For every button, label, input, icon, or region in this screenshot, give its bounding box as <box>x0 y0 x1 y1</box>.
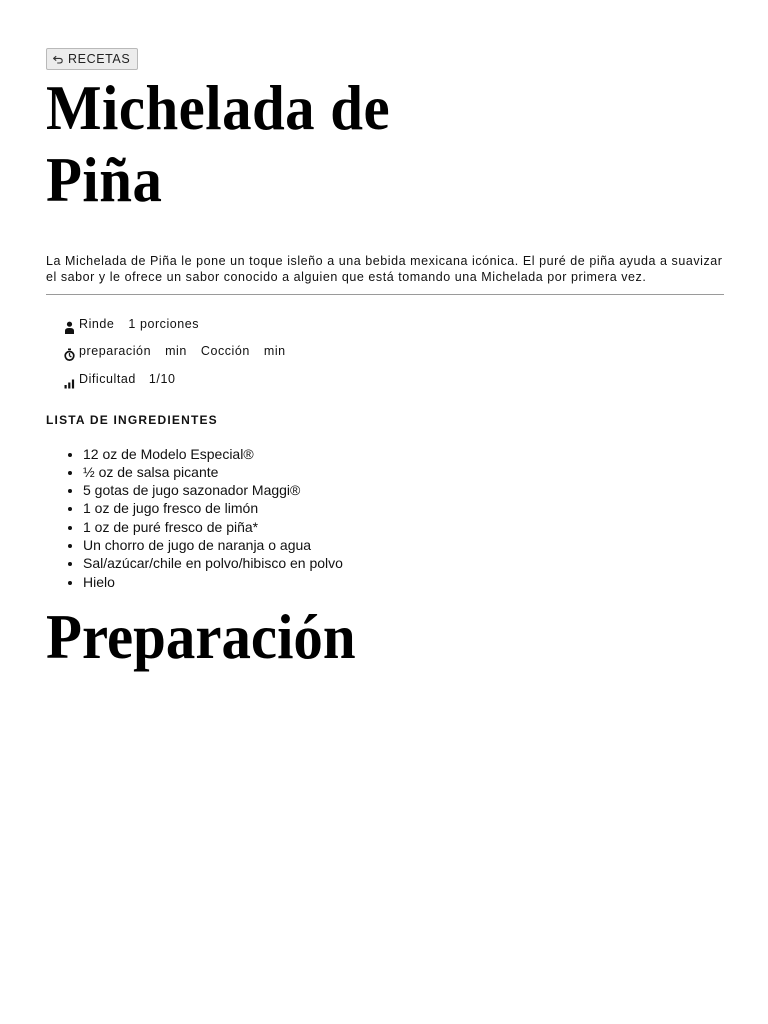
ingredient-item: • 1 oz de jugo fresco de limón <box>83 499 724 517</box>
cook-time-label: Cocción <box>200 344 250 359</box>
ingredient-item: • Hielo <box>83 573 724 591</box>
timer-icon <box>63 347 75 361</box>
time-row <box>63 338 724 366</box>
ingredient-item: • 12 oz de Modelo Especial® <box>83 445 724 463</box>
servings-label: Rinde <box>79 316 115 331</box>
recipe-page <box>46 48 724 673</box>
ingredient-item: • 5 gotas de jugo sazonador Maggi® <box>83 481 724 499</box>
recipe-title <box>46 72 432 216</box>
return-arrow-icon <box>52 53 64 65</box>
signal-bars-icon <box>63 375 75 389</box>
ingredient-item: • ½ oz de salsa picante <box>83 463 724 481</box>
ingredient-item: • 1 oz de puré fresco de piña* <box>83 518 724 536</box>
person-icon <box>63 320 75 334</box>
ingredients-heading: LISTA DE INGREDIENTES <box>46 412 218 427</box>
recipe-title-line-1: Michelada de <box>46 72 391 143</box>
servings-row <box>63 310 724 338</box>
ingredient-item: • Sal/azúcar/chile en polvo/hibisco en polvo <box>83 554 724 572</box>
divider <box>46 294 724 295</box>
difficulty-row <box>63 365 724 393</box>
prep-time-unit: min <box>165 344 187 359</box>
recipe-meta <box>46 310 724 393</box>
prep-time-label: preparación <box>79 344 152 359</box>
recipe-description: La Michelada de Piña le pone un toque isleño a una bebida mexicana icónica. El puré de piña ayuda a suavizar el sabor y le ofrece un sabor conocido a alguien que está tomando una Michelada por primera vez. <box>46 254 723 284</box>
servings-value: 1 porciones <box>128 316 200 331</box>
back-to-recipes-button[interactable] <box>46 48 138 70</box>
back-button-label: RECETAS <box>68 52 131 66</box>
difficulty-value: 1/10 <box>148 371 176 386</box>
cook-time-unit: min <box>263 344 286 359</box>
ingredient-item: • Un chorro de jugo de naranja o agua <box>83 536 724 554</box>
difficulty-label: Dificultad <box>79 371 136 386</box>
ingredients-list <box>46 445 724 591</box>
preparation-heading: Preparación <box>46 600 356 672</box>
recipe-title-line-2: Piña <box>46 144 163 215</box>
